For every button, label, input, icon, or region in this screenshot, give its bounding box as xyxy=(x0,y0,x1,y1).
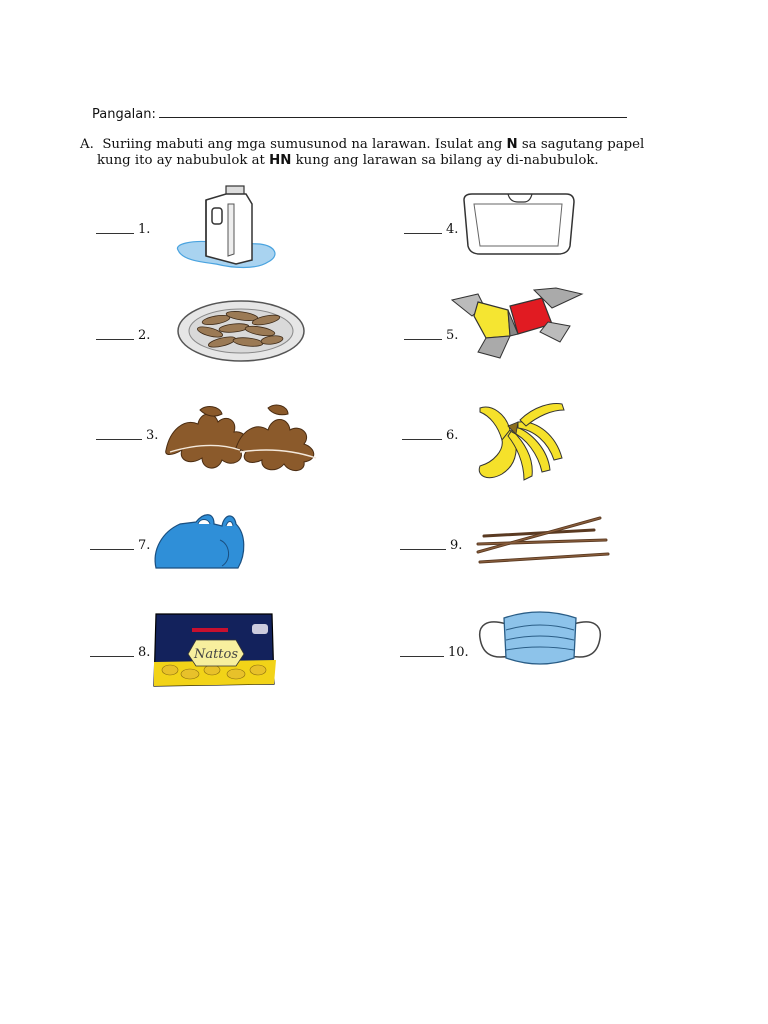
plastic-container-icon xyxy=(458,190,580,260)
answer-blank-8[interactable] xyxy=(90,655,134,657)
item-number-4: 4. xyxy=(446,222,459,237)
instruction-text-1: Suriing mabuti ang mga sumusunod na larawan. Isulat ang xyxy=(102,137,507,152)
item-number-6: 6. xyxy=(446,428,459,443)
instruction-text-3: kung ito ay nabubulok at xyxy=(97,153,270,168)
item-1 xyxy=(96,222,150,237)
answer-blank-2[interactable] xyxy=(96,338,134,340)
sticks-icon xyxy=(474,514,610,570)
item-4 xyxy=(404,222,458,237)
item-number-3: 3. xyxy=(146,428,159,443)
answer-blank-7[interactable] xyxy=(90,548,134,550)
item-6 xyxy=(402,428,458,443)
name-blank[interactable] xyxy=(159,106,627,118)
code-n: N xyxy=(506,137,518,152)
item-9 xyxy=(400,538,462,553)
instruction-text-2: sa sagutang papel xyxy=(517,137,645,152)
milk-jug-icon xyxy=(172,184,282,272)
item-3 xyxy=(96,428,158,443)
name-line xyxy=(92,106,627,122)
section-letter: A. xyxy=(80,137,94,152)
instruction-text-4: kung ang larawan sa bilang ay di-nabubulok. xyxy=(291,153,599,168)
answer-blank-1[interactable] xyxy=(96,232,134,234)
chips-brand-text: Nattos xyxy=(193,647,239,662)
item-number-1: 1. xyxy=(138,222,151,237)
answer-blank-6[interactable] xyxy=(402,438,442,440)
dry-leaves-icon xyxy=(160,400,322,476)
plastic-bag-icon xyxy=(150,510,252,576)
answer-blank-4[interactable] xyxy=(404,232,442,234)
answer-blank-9[interactable] xyxy=(400,548,446,550)
item-number-9: 9. xyxy=(450,538,463,553)
item-7 xyxy=(90,538,150,553)
item-number-8: 8. xyxy=(138,645,151,660)
item-2 xyxy=(96,328,150,343)
code-hn: HN xyxy=(269,153,292,168)
answer-blank-5[interactable] xyxy=(404,338,442,340)
answer-blank-10[interactable] xyxy=(400,655,444,657)
candy-wrapper-icon xyxy=(448,286,586,364)
face-mask-icon xyxy=(476,604,604,670)
name-label: Pangalan: xyxy=(92,107,156,122)
answer-blank-3[interactable] xyxy=(96,438,142,440)
chips-bag-icon xyxy=(152,610,278,690)
instructions xyxy=(80,137,680,169)
item-number-7: 7. xyxy=(138,538,151,553)
banana-peel-icon xyxy=(472,400,582,486)
item-number-2: 2. xyxy=(138,328,151,343)
item-number-5: 5. xyxy=(446,328,459,343)
item-number-10: 10. xyxy=(448,645,469,660)
item-10 xyxy=(400,645,469,660)
item-8 xyxy=(90,645,150,660)
fish-plate-icon xyxy=(176,298,306,364)
